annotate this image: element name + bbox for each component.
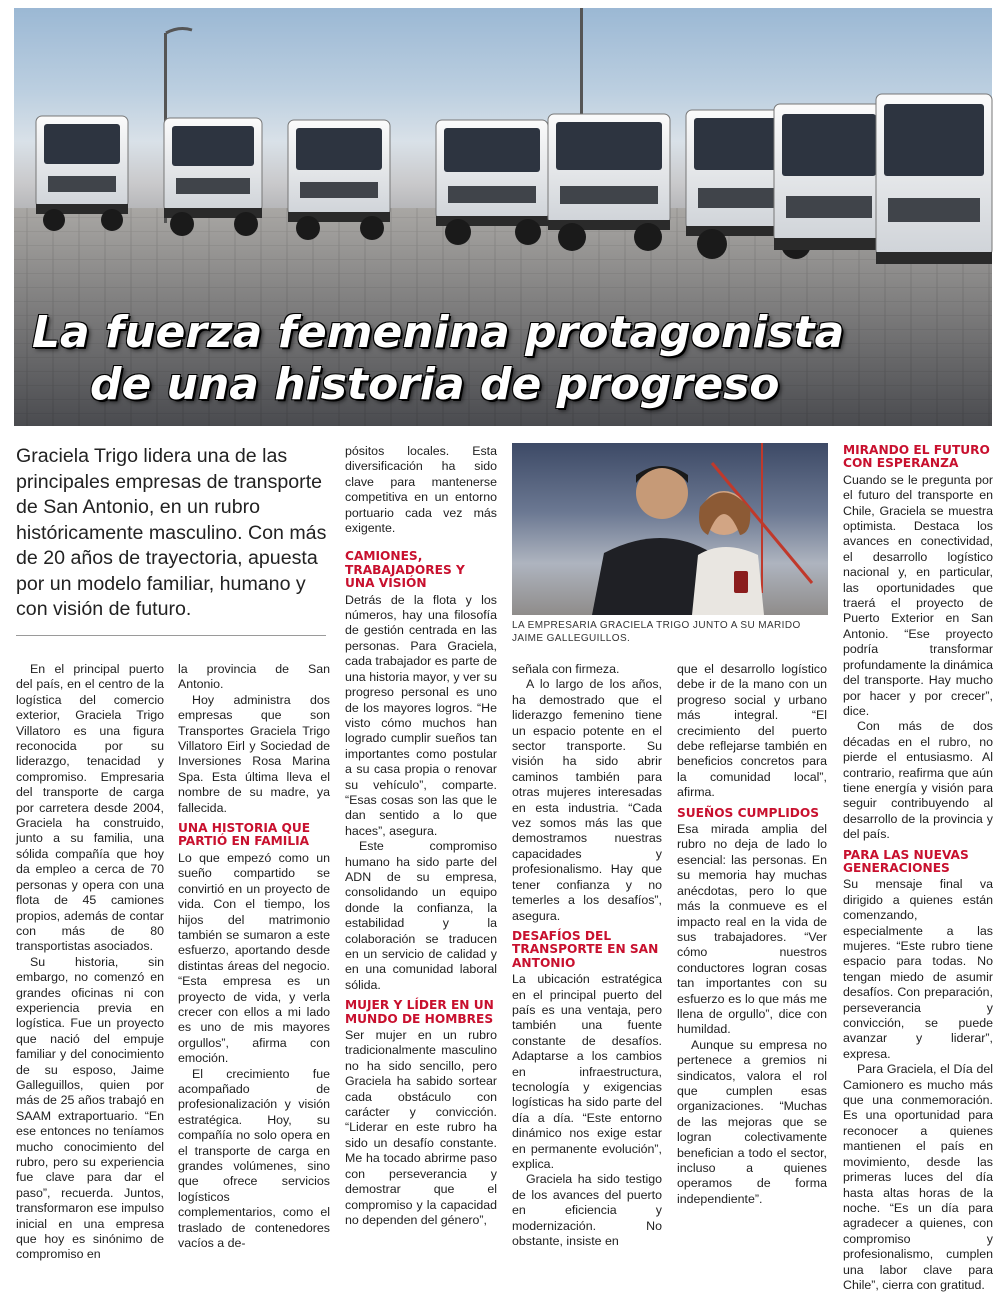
body-paragraph: Su mensaje final va dirigido a quienes están comenzando, especialmente a las mujeres. “Este rubro tiene espacio para todas. No tengan miedo de asumir desafíos. Con preparación, perseverancia y convicción, se puede avanzar y liderar”, expresa.	[843, 877, 993, 1061]
body-paragraph: Aunque su empresa no pertenece a gremios ni sindicatos, valora el rol que cumplen esas organizaciones. “Muchas de las mejoras que se logran colectivamente benefician a todo el sector, incluso a quienes operamos de forma independiente”.	[677, 1037, 827, 1206]
article-column-6	[843, 444, 993, 1293]
lead-paragraph: Graciela Trigo lidera una de las principales empresas de transporte de San Antonio, en un rubro históricamente masculino. Con más de 20 años de trayectoria, apuesta por un modelo familiar, humano y con visión de futuro.	[16, 445, 327, 620]
section-heading: SUEÑOS CUMPLIDOS	[677, 805, 820, 820]
section-heading: UNA HISTORIA QUE PARTIÓ EN FAMILIA	[178, 821, 311, 849]
section-heading: CAMIONES, TRABAJADORES Y UNA VISIÓN	[345, 549, 465, 591]
body-paragraph: Esa mirada amplia del rubro no deja de lado lo esencial: las personas. En su memoria hay muchas anécdotas, pero lo que más la conmueve es el impacto real en la vida de sus trabajadores. “Ver cómo nuestros conductores logran cosas tan importantes con su esfuerzo es lo que más me llena de orgullo”, dice con humildad.	[677, 822, 827, 1037]
body-paragraph: Para Graciela, el Día del Camionero es mucho más que una conmemoración. Es una oportunidad para reconocer a quienes mantienen el país en movimiento, desde las primeras luces del día hasta altas horas de la noche. “Es un día para agradecer a quienes, con compromiso y profesionalismo, cumplen una labor clave para Chile”, cierra con gratitud.	[843, 1062, 993, 1292]
body-paragraph: señala con firmeza.	[512, 662, 620, 676]
body-paragraph: que el desarrollo logístico debe ir de la mano con un progreso social y urbano más integral. “El crecimiento del puerto debe reflejarse también en beneficios concretos para la comunidad local”, afirma.	[677, 662, 827, 800]
section-heading: MUJER Y LÍDER EN UN MUNDO DE HOMBRES	[345, 998, 494, 1026]
hero-photo	[14, 8, 992, 426]
body-paragraph: En el principal puerto del país, en el centro de la logística del comercio exterior, Graciela Trigo Villatoro es una figura reconocida por su liderazgo, tenacidad y compromiso. Empresaria del transporte de carga por carretera desde 2004, Graciela ha construido, junto a su familia, una sólida compañía que hoy da empleo a cerca de 70 personas y opera con una flota de 45 camiones propios, además de contar con más de 80 transportistas asociados.	[16, 662, 164, 954]
body-paragraph: Lo que empezó como un sueño compartido se convirtió en un proyecto de vida. Con el tiempo, los hijos del matrimonio también se sumaron a este esfuerzo, aportando desde distintas áreas del negocio. “Esta empresa es un proyecto de vida, y verla crecer con ellos a mi lado es uno de mis mayores orgullos”, afirma con emoción.	[178, 850, 330, 1066]
headline-line-1: La fuerza femenina protagonista	[32, 307, 845, 358]
article-column-2	[178, 662, 330, 1251]
body-paragraph: pósitos locales. Esta diversificación ha sido clave para mantenerse competitiva en un entorno portuario cada vez más exigente.	[345, 444, 497, 536]
body-paragraph: Su historia, sin embargo, no comenzó en grandes oficinas ni con experiencia previa en logística. Fue un proyecto que nació del empuje familiar y del conocimiento de su esposo, Jaime Galleguillos, quien por más de 25 años trabajó en SAAM extraportuario. “En ese entonces no teníamos mucho conocimiento del rubro, pero su experiencia fue clave para dar el paso”, recuerda. Juntos, transformaron ese impulso inicial en una empresa que hoy es sinónimo de compromiso en	[16, 954, 164, 1262]
photo-caption: LA EMPRESARIA GRACIELA TRIGO JUNTO A SU MARIDO JAIME GALLEGUILLOS.	[512, 620, 801, 644]
body-paragraph: A lo largo de los años, ha demostrado que el liderazgo femenino tiene un espacio potente en el sector transporte. Su visión ha sido abrir caminos también para otras mujeres interesadas en esta industria. “Cada vez somos más las que demostramos nuestras capacidades y profesionalismo. Hay que tener confianza y no temerles a los desafíos”, asegura.	[512, 677, 662, 923]
section-heading: PARA LAS NUEVAS GENERACIONES	[843, 847, 969, 875]
couple-photo-illustration	[512, 443, 828, 615]
headline-line-2: de una historia de progreso	[90, 359, 780, 410]
article-column-4	[512, 662, 662, 1249]
body-paragraph: El crecimiento fue acompañado de profesionalización y visión estratégica. Hoy, su compañía no solo opera en el transporte de carga en grandes volúmenes, sino que ofrece servicios logísticos complementarios, como el traslado de contenedores vacíos a de-	[178, 1066, 330, 1251]
body-paragraph: la provincia de San Antonio.	[178, 662, 330, 692]
section-heading: DESAFÍOS DEL TRANSPORTE EN SAN ANTONIO	[512, 928, 659, 970]
body-paragraph: La ubicación estratégica en el principal puerto del país es una ventaja, pero también una fuente constante de desafíos. Adaptarse a los cambios en infraestructura, tecnología y exigencias logísticas ha sido parte del día a día. “Este entorno dinámico nos exige estar en permanente evolución”, explica.	[512, 972, 662, 1171]
body-paragraph: Con más de dos décadas en el rubro, no pierde el entusiasmo. Al contrario, reafirma que aún tiene energía y visión para seguir contribuyendo al desarrollo de la provincia y del país.	[843, 719, 993, 842]
section-heading: MIRANDO EL FUTURO CON ESPERANZA	[843, 443, 990, 471]
body-paragraph: Hoy administra dos empresas que son Transportes Graciela Trigo Villatoro Eirl y Sociedad de Inversiones Rosa Marina Spa. Esta última lleva el nombre de su madre, ya fallecida.	[178, 692, 330, 815]
article-column-3	[345, 444, 497, 1228]
body-paragraph: Detrás de la flota y los números, hay una filosofía de gestión centrada en las personas. Para Graciela, cada trabajador es parte de una historia mayor, y ver su progreso personal es uno de los mayores logros. “He visto cómo muchos han logrado cumplir sueños tan importantes como postular a su casa propia o renovar su vehículo”, comparte. “Esas cosas son las que le dan sentido a lo que haces”, asegura.	[345, 592, 497, 838]
couple-photo	[512, 443, 828, 615]
body-paragraph: Cuando se le pregunta por el futuro del transporte en Chile, Graciela se muestra optimista. Destaca los avances en conectividad, el desarrollo logístico nacional y, en particular, las oportunidades que traerá el proyecto de Puerto Exterior en San Antonio. “Ese proyecto podría transformar profundamente la dinámica del transporte. Hay mucho por hacer y por crecer”, dice.	[843, 472, 993, 718]
article-column-1	[16, 662, 164, 1263]
body-paragraph: Este compromiso humano ha sido parte del ADN de su empresa, consolidando un equipo donde la confianza, la estabilidad y la colaboración se traducen en un servicio de calidad y en una comunidad laboral sólida.	[345, 839, 497, 992]
lead-divider	[16, 635, 326, 636]
article-column-5	[677, 662, 827, 1207]
body-paragraph: Graciela ha sido testigo de los avances del puerto en eficiencia y modernización. No obstante, insiste en	[512, 1172, 662, 1249]
body-paragraph: Ser mujer en un rubro tradicionalmente masculino no ha sido sencillo, pero Graciela ha sabido sortear cada obstáculo con carácter y convicción. “Liderar en este rubro ha sido un desafío constante. Me ha tocado abrirme paso con perseverancia y demostrar que el compromiso y la capacidad no dependen del género”,	[345, 1028, 497, 1227]
